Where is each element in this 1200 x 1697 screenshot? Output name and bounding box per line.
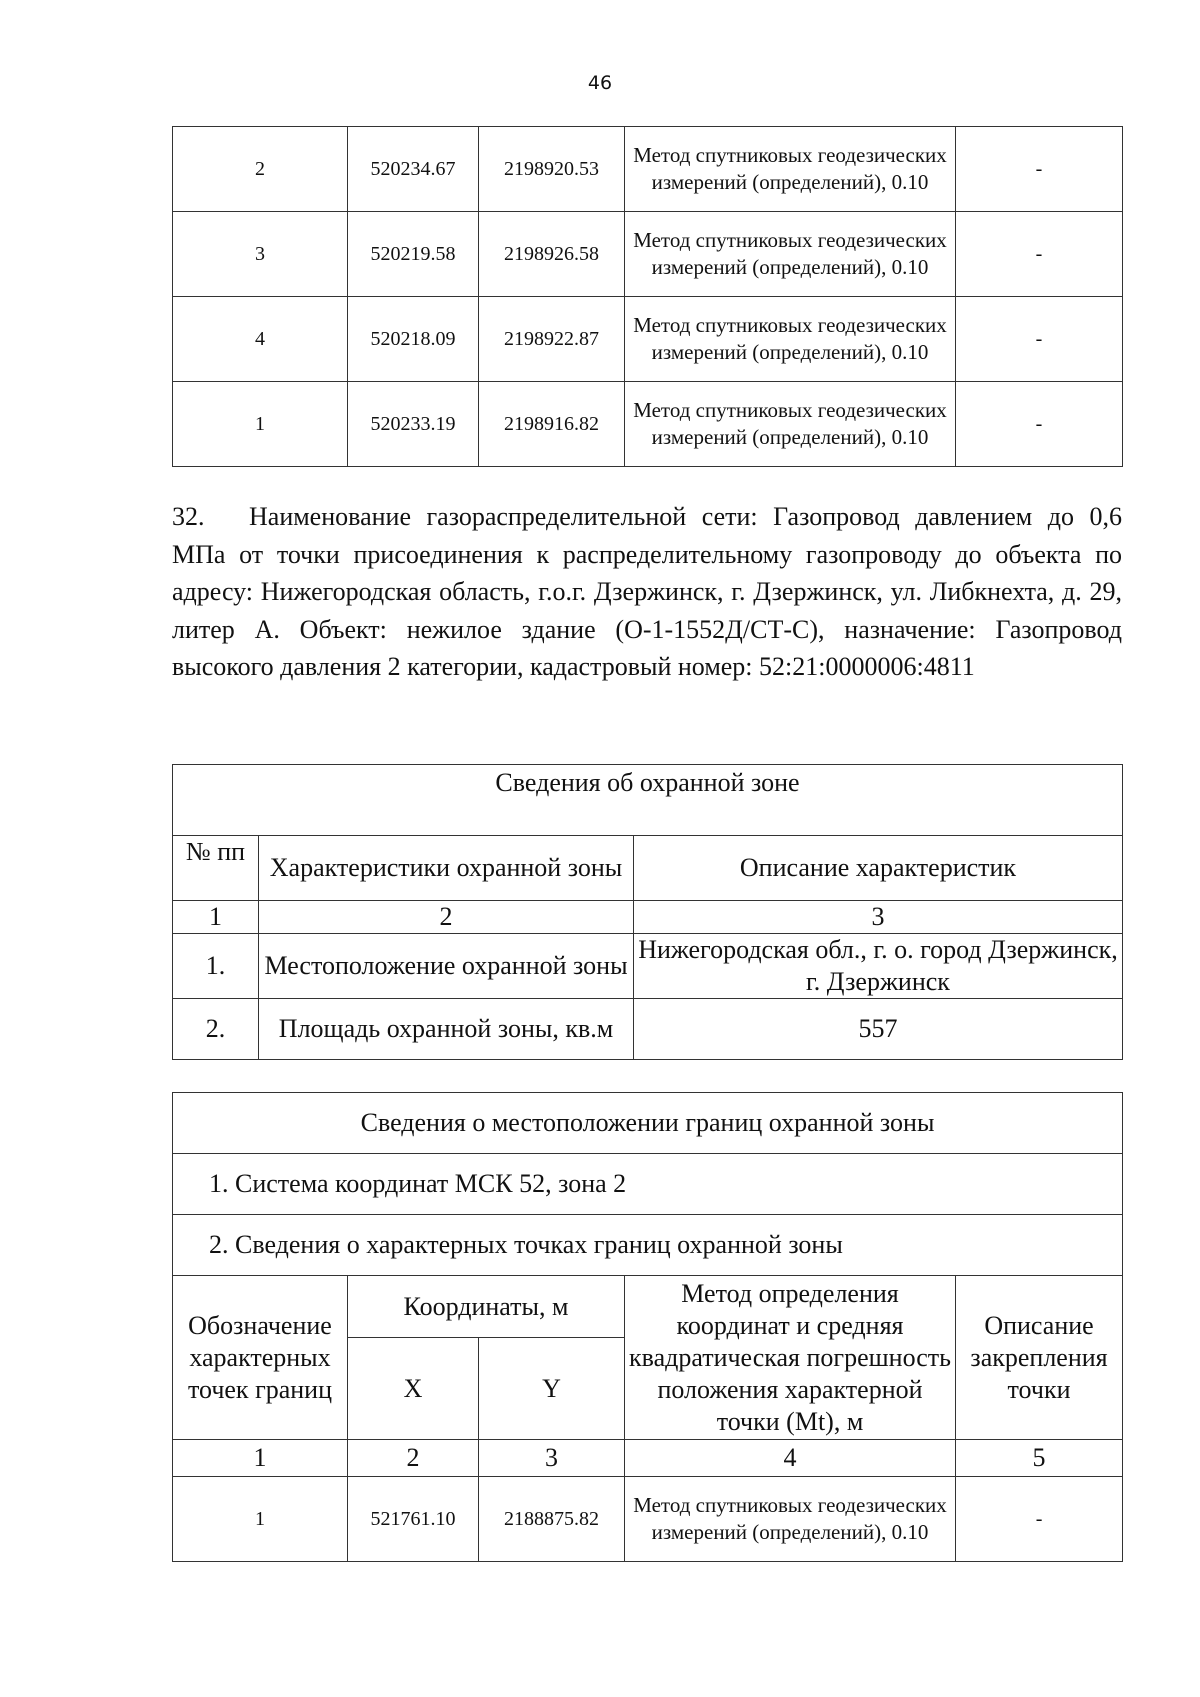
- points-table-title: Сведения о местоположении границ охранной зоны: [173, 1093, 1123, 1154]
- header-x: X: [348, 1338, 479, 1440]
- column-number: 4: [625, 1440, 956, 1477]
- header-number: № пп: [173, 836, 259, 901]
- point-y: 2198916.82: [479, 382, 625, 467]
- point-x: 520219.58: [348, 212, 479, 297]
- point-method: Метод спутниковых геодезических измерений (определений), 0.10: [625, 297, 956, 382]
- column-number: 1: [173, 1440, 348, 1477]
- point-method: Метод спутниковых геодезических измерений (определений), 0.10: [625, 382, 956, 467]
- coordinate-system: 1. Система координат МСК 52, зона 2: [173, 1154, 1123, 1215]
- table-row: [173, 382, 1123, 467]
- table-row: [173, 999, 1123, 1060]
- row-value: 557: [634, 999, 1123, 1060]
- point-fix: -: [956, 127, 1123, 212]
- point-id: 1: [173, 382, 348, 467]
- row-number: 1.: [173, 934, 259, 999]
- point-x: 520233.19: [348, 382, 479, 467]
- header-characteristics: Характеристики охранной зоны: [259, 836, 634, 901]
- table-row: [173, 127, 1123, 212]
- point-x: 521761.10: [348, 1477, 479, 1562]
- header-fix: Описание закрепления точки: [956, 1276, 1123, 1440]
- header-designation: Обозначение характерных точек границ: [173, 1276, 348, 1440]
- point-y: 2188875.82: [479, 1477, 625, 1562]
- point-id: 1: [173, 1477, 348, 1562]
- table-row: [173, 1477, 1123, 1562]
- point-method: Метод спутниковых геодезических измерений (определений), 0.10: [625, 1477, 956, 1562]
- header-coordinates: Координаты, м: [348, 1276, 625, 1338]
- column-number: 2: [348, 1440, 479, 1477]
- section-text: Наименование газораспределительной сети: Газопровод давлением до 0,6 МПа от точки присоединения к распределительному газопроводу до объекта по адресу: Нижегородская область, г.о.г. Дзержинск, г. Дзержинск, ул. Либкнехта, д. 29, литер А. Объект: нежилое здание (О-1-1552Д/СТ-С), назначение: Газопровод высокого давления 2 категории, кадастровый номер: 52:21:0000006:4811: [172, 502, 1122, 681]
- page-number: 46: [587, 72, 613, 94]
- row-name: Площадь охранной зоны, кв.м: [259, 999, 634, 1060]
- point-y: 2198920.53: [479, 127, 625, 212]
- header-description: Описание характеристик: [634, 836, 1123, 901]
- section-paragraph: [172, 498, 1122, 686]
- header-y: Y: [479, 1338, 625, 1440]
- zone-table-title: Сведения об охранной зоне: [173, 765, 1123, 836]
- row-value: Нижегородская обл., г. о. город Дзержинск, г. Дзержинск: [634, 934, 1123, 999]
- point-y: 2198922.87: [479, 297, 625, 382]
- points-subtitle: 2. Сведения о характерных точках границ охранной зоны: [173, 1215, 1123, 1276]
- point-fix: -: [956, 1477, 1123, 1562]
- row-number: 2.: [173, 999, 259, 1060]
- table-row: [173, 934, 1123, 999]
- point-x: 520218.09: [348, 297, 479, 382]
- point-method: Метод спутниковых геодезических измерений (определений), 0.10: [625, 127, 956, 212]
- boundary-points-table: [172, 1092, 1123, 1562]
- point-id: 3: [173, 212, 348, 297]
- point-fix: -: [956, 382, 1123, 467]
- point-x: 520234.67: [348, 127, 479, 212]
- point-id: 4: [173, 297, 348, 382]
- header-method: Метод определения координат и средняя квадратическая погрешность положения характерной точки (Mt), м: [625, 1276, 956, 1440]
- column-number: 3: [634, 901, 1123, 934]
- section-number: 32.: [172, 502, 205, 531]
- point-fix: -: [956, 297, 1123, 382]
- point-fix: -: [956, 212, 1123, 297]
- column-number: 3: [479, 1440, 625, 1477]
- column-number: 5: [956, 1440, 1123, 1477]
- column-number: 2: [259, 901, 634, 934]
- point-id: 2: [173, 127, 348, 212]
- table-row: [173, 297, 1123, 382]
- point-y: 2198926.58: [479, 212, 625, 297]
- column-number: 1: [173, 901, 259, 934]
- protection-zone-table: [172, 764, 1123, 1060]
- previous-points-table: [172, 126, 1123, 467]
- point-method: Метод спутниковых геодезических измерений (определений), 0.10: [625, 212, 956, 297]
- table-row: [173, 212, 1123, 297]
- row-name: Местоположение охранной зоны: [259, 934, 634, 999]
